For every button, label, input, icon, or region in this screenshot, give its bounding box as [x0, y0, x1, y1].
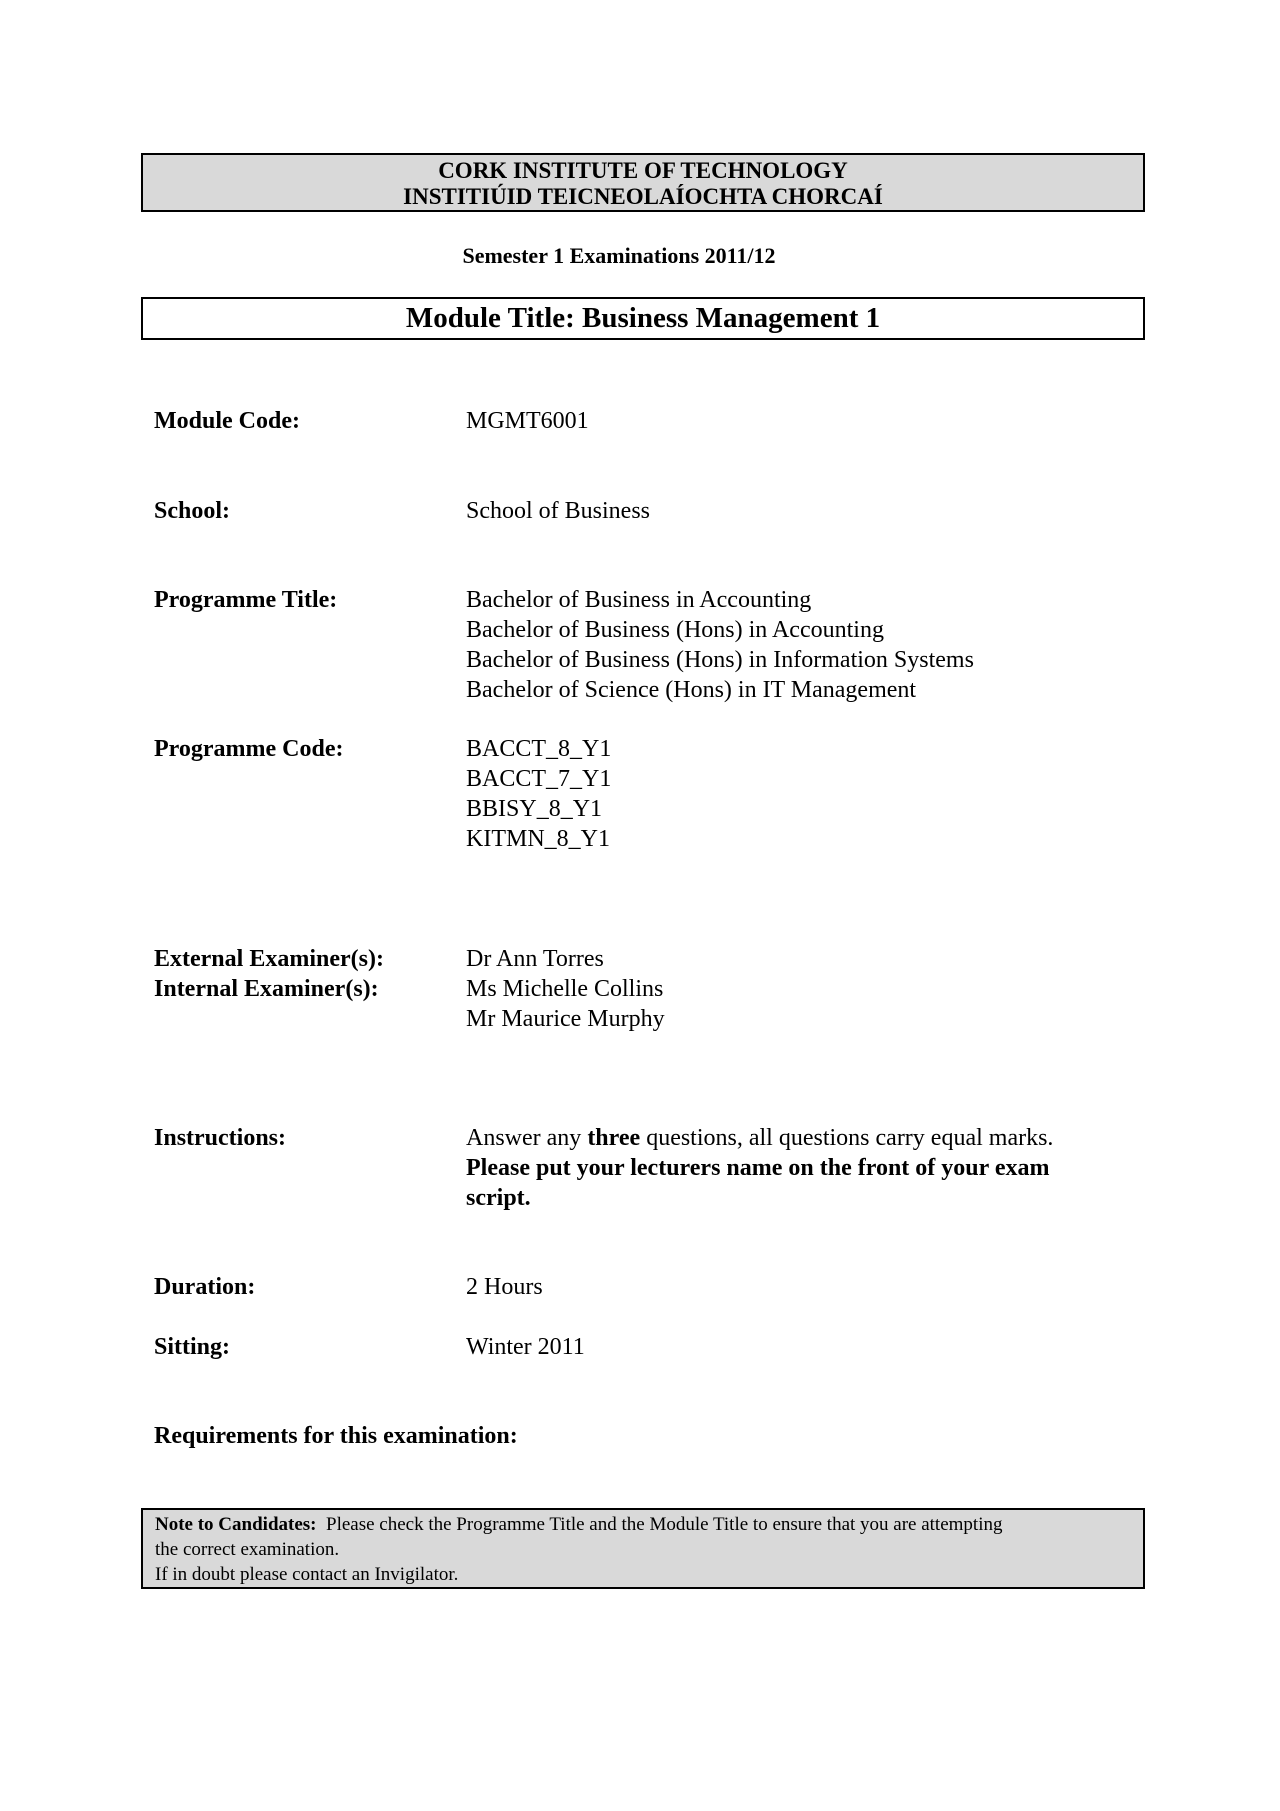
programme-code-item: KITMN_8_Y1 — [466, 826, 610, 852]
internal-examiner-name: Mr Maurice Murphy — [466, 1006, 665, 1032]
module-code-label: Module Code: — [154, 408, 300, 434]
programme-title-label: Programme Title: — [154, 587, 338, 613]
programme-code-item: BBISY_8_Y1 — [466, 796, 603, 822]
note-line-2: the correct examination. — [155, 1539, 340, 1560]
programme-code-item: BACCT_8_Y1 — [466, 736, 612, 762]
examiner-names — [466, 944, 665, 1034]
duration-value: 2 Hours — [466, 1274, 543, 1300]
semester-heading: Semester 1 Examinations 2011/12 — [462, 243, 776, 268]
instructions-text — [466, 1123, 1053, 1213]
programme-title-list — [466, 585, 974, 705]
external-examiner-label: External Examiner(s): — [154, 946, 384, 972]
instructions-label: Instructions: — [154, 1125, 287, 1151]
school-value: School of Business — [466, 498, 651, 524]
institute-header-box — [141, 153, 1145, 212]
note-label: Note to Candidates: — [155, 1514, 317, 1535]
duration-label: Duration: — [154, 1274, 256, 1300]
internal-examiner-label: Internal Examiner(s): — [154, 976, 379, 1002]
instructions-emphasis: three — [587, 1125, 641, 1151]
examiner-labels — [154, 944, 384, 1004]
school-label: School: — [154, 498, 231, 524]
module-title-box — [141, 297, 1145, 340]
sitting-label: Sitting: — [154, 1334, 231, 1360]
institute-name-english: CORK INSTITUTE OF TECHNOLOGY — [438, 158, 848, 183]
module-code-value: MGMT6001 — [466, 408, 589, 434]
note-line-3: If in doubt please contact an Invigilator. — [155, 1564, 459, 1585]
note-line-1: Note to Candidates: Please check the Programme Title and the Module Title to ensure that you are attempting — [155, 1514, 1003, 1535]
note-to-candidates-box — [141, 1508, 1145, 1589]
requirements-label: Requirements for this examination: — [154, 1423, 518, 1449]
programme-code-list — [466, 734, 611, 854]
programme-title-item: Bachelor of Business in Accounting — [466, 587, 812, 613]
instructions-line-2: Please put your lecturers name on the front of your exam — [466, 1155, 1050, 1181]
programme-title-item: Bachelor of Science (Hons) in IT Management — [466, 677, 917, 703]
instructions-line-1: Answer any three questions, all questions carry equal marks. — [466, 1125, 1054, 1151]
instructions-line-3: script. — [466, 1185, 531, 1211]
programme-code-label: Programme Code: — [154, 736, 344, 762]
internal-examiner-name: Ms Michelle Collins — [466, 976, 664, 1002]
programme-code-item: BACCT_7_Y1 — [466, 766, 612, 792]
sitting-value: Winter 2011 — [466, 1334, 585, 1360]
module-title: Module Title: Business Management 1 — [405, 302, 881, 334]
programme-title-item: Bachelor of Business (Hons) in Information Systems — [466, 647, 974, 673]
institute-name-irish: INSTITIÚID TEICNEOLAÍOCHTA CHORCAÍ — [403, 184, 883, 209]
external-examiner-name: Dr Ann Torres — [466, 946, 604, 972]
programme-title-item: Bachelor of Business (Hons) in Accounting — [466, 617, 884, 643]
